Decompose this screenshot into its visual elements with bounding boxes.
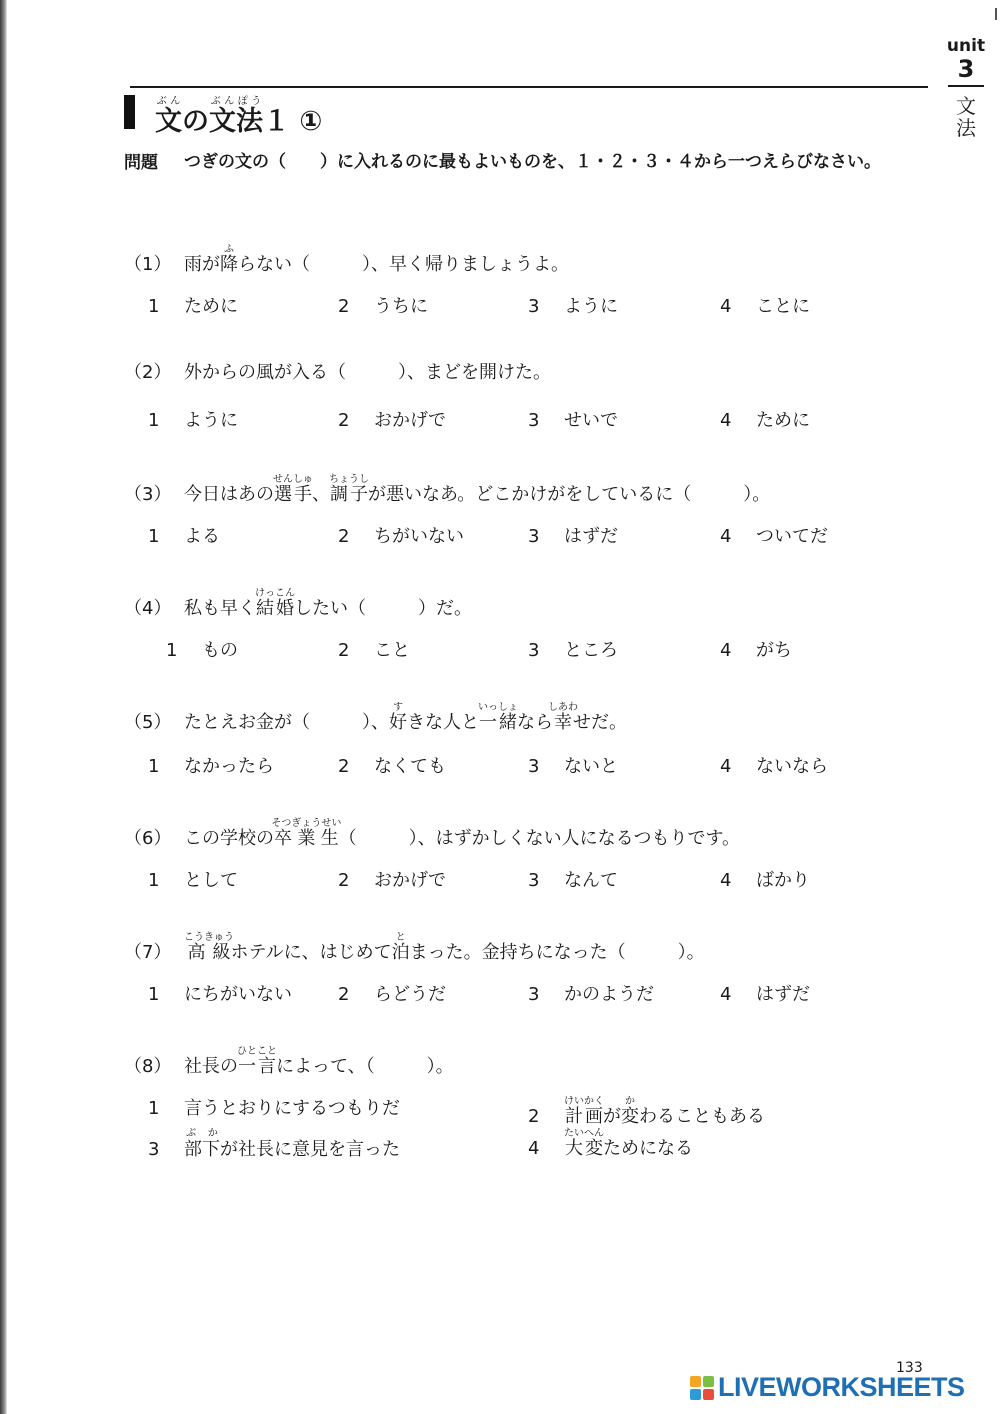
option[interactable]: 1 ように xyxy=(148,410,238,431)
option[interactable]: 1 にちがいない xyxy=(148,984,292,1005)
option[interactable]: 4 がち xyxy=(720,640,792,661)
option[interactable]: 1 よる xyxy=(148,526,220,547)
option[interactable]: 4 はずだ xyxy=(720,984,810,1005)
option[interactable]: 4 ないなら xyxy=(720,756,828,777)
question-8: （8） 社長の一言ひとことによって、（ ）。 xyxy=(124,1046,454,1077)
option[interactable]: 2 ちがいない xyxy=(338,526,464,547)
option[interactable]: 4 ばかり xyxy=(720,870,810,891)
option[interactable]: 4 大変たいへんためになる xyxy=(528,1128,693,1159)
scan-mark xyxy=(995,8,997,20)
option[interactable]: 1 として xyxy=(148,870,238,891)
unit-category: 文法 xyxy=(956,94,976,140)
option[interactable]: 1 もの xyxy=(166,640,238,661)
question-2: （2） 外からの風が入る（ ）、まどを開けた。 xyxy=(124,362,551,383)
instruction-text: つぎの文の（ ）に入れるのに最もよいものを、１・２・３・４から一つえらびなさい。 xyxy=(184,152,881,172)
question-3: （3） 今日はあの選手せんしゅ、調子ちょうしが悪いなあ。どこかけがをしているに（ ）。 xyxy=(124,474,771,505)
option[interactable]: 3 部下ぶ かが社長に意見を言った xyxy=(148,1128,400,1160)
option[interactable]: 3 ように xyxy=(528,296,618,317)
option[interactable]: 3 ところ xyxy=(528,640,618,661)
scan-edge xyxy=(0,0,7,1414)
brand-logo xyxy=(690,1372,965,1403)
option[interactable]: 4 ために xyxy=(720,410,810,431)
option[interactable]: 3 はずだ xyxy=(528,526,618,547)
unit-tab xyxy=(940,36,992,139)
question-5: （5） たとえお金が（ ）、好すきな人と一緒いっしょなら幸しあわせだ。 xyxy=(124,702,627,733)
title-marker xyxy=(124,95,135,129)
option[interactable]: 2 おかげで xyxy=(338,410,446,431)
option[interactable]: 3 ないと xyxy=(528,756,618,777)
option[interactable]: 2 こと xyxy=(338,640,410,661)
option[interactable]: 2 うちに xyxy=(338,296,428,317)
option[interactable]: 4 ことに xyxy=(720,296,810,317)
header-rule xyxy=(130,86,928,88)
question-4: （4） 私も早く結婚けっこんしたい（ ）だ。 xyxy=(124,588,472,619)
option[interactable]: 1 ために xyxy=(148,296,238,317)
question-7: （7） 高級こうきゅうホテルに、はじめて泊とまった。金持ちになった（ ）。 xyxy=(124,932,705,963)
option[interactable]: 2 計画けいかくが変かわることもある xyxy=(528,1096,765,1127)
option[interactable]: 3 かのようだ xyxy=(528,984,654,1005)
option[interactable]: 1 言うとおりにするつもりだ xyxy=(148,1098,400,1119)
option[interactable]: 4 ついてだ xyxy=(720,526,828,547)
option[interactable]: 3 せいで xyxy=(528,410,618,431)
logo-icon xyxy=(690,1376,714,1400)
page-title: 文ぶんの文法ぶんぽう１ ① xyxy=(155,96,323,137)
option[interactable]: 1 なかったら xyxy=(148,756,274,777)
question-1: （1） 雨が降ふらない（ ）、早く帰りましょうよ。 xyxy=(124,244,569,275)
option[interactable]: 2 なくても xyxy=(338,756,446,777)
option[interactable]: 3 なんて xyxy=(528,870,618,891)
page-number: 133 xyxy=(896,1360,923,1376)
instruction-label: 問題 xyxy=(124,153,158,173)
unit-divider xyxy=(948,85,984,87)
brand-name: LIVEWORKSHEETS xyxy=(718,1372,965,1402)
title-circle-number: ① xyxy=(299,106,323,137)
question-6: （6） この学校の卒業生そつぎょうせい（ ）、はずかしくない人になるつもりです。 xyxy=(124,818,741,849)
option[interactable]: 2 おかげで xyxy=(338,870,446,891)
unit-number: 3 xyxy=(957,55,975,83)
unit-label: unit xyxy=(946,36,986,56)
option[interactable]: 2 らどうだ xyxy=(338,984,446,1005)
